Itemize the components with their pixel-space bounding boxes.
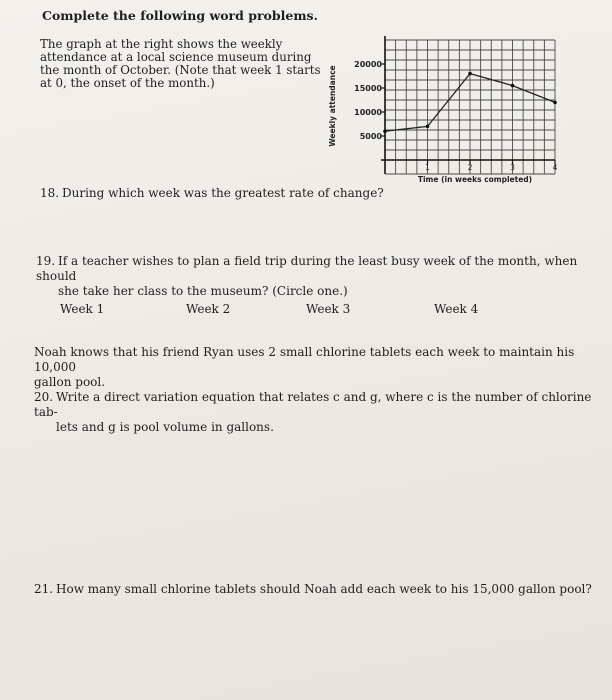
question-20 <box>34 390 604 435</box>
data-point <box>383 129 387 133</box>
question-number: 18. <box>40 186 60 200</box>
x-tick-label: 1 <box>425 163 430 172</box>
question-text: During which week was the greatest rate of change? <box>62 186 384 200</box>
question-text: How many small chlorine tablets should Noah add each week to his 15,000 gallon pool? <box>56 582 592 596</box>
y-tick-label: 10000 <box>354 108 382 117</box>
question-21 <box>34 582 592 597</box>
worksheet-heading: Complete the following word problems. <box>42 8 318 23</box>
question-number: 20. <box>34 390 54 404</box>
context-line1: Noah knows that his friend Ryan uses 2 small chlorine tablets each week to maintain his 10,000 <box>34 345 575 374</box>
question-text-line1: If a teacher wishes to plan a field trip during the least busy week of the month, when should <box>36 254 578 283</box>
data-point <box>511 84 515 88</box>
y-tick-label: 5000 <box>359 132 382 141</box>
choice-week-3[interactable]: Week 3 <box>306 302 351 316</box>
question-18 <box>40 186 384 201</box>
question-number: 19. <box>36 254 56 268</box>
x-axis-label: Time (in weeks completed) <box>417 175 533 184</box>
y-axis-label: Weekly attendance <box>328 65 337 147</box>
choice-week-2[interactable]: Week 2 <box>186 302 231 316</box>
x-tick-label: 2 <box>467 163 473 172</box>
choice-week-1[interactable]: Week 1 <box>60 302 105 316</box>
chart-grid <box>385 40 555 174</box>
x-tick-label: 4 <box>552 163 558 172</box>
noah-context <box>34 345 604 390</box>
question-text-line1: Write a direct variation equation that relates c and g, where c is the number of chlorine tab- <box>34 390 592 419</box>
chart-axes <box>381 36 555 174</box>
choice-week-4[interactable]: Week 4 <box>434 302 479 316</box>
question-number: 21. <box>34 582 54 596</box>
question-text-line2: she take her class to the museum? (Circle one.) <box>58 284 348 298</box>
graph-intro-text: The graph at the right shows the weekly attendance at a local science museum during the month of October. (Note that week 1 starts at 0, the onset of the month.) <box>40 37 321 90</box>
data-point <box>553 101 557 105</box>
question-text-line2: lets and g is pool volume in gallons. <box>56 420 274 434</box>
attendance-chart <box>325 28 565 193</box>
data-point <box>468 72 472 76</box>
question-19 <box>36 254 596 299</box>
y-tick-label: 15000 <box>354 84 382 93</box>
week-choices <box>0 302 612 322</box>
data-point <box>426 125 430 129</box>
context-line2: gallon pool. <box>34 375 106 389</box>
y-tick-label: 20000 <box>354 60 382 69</box>
x-tick-label: 3 <box>510 163 515 172</box>
